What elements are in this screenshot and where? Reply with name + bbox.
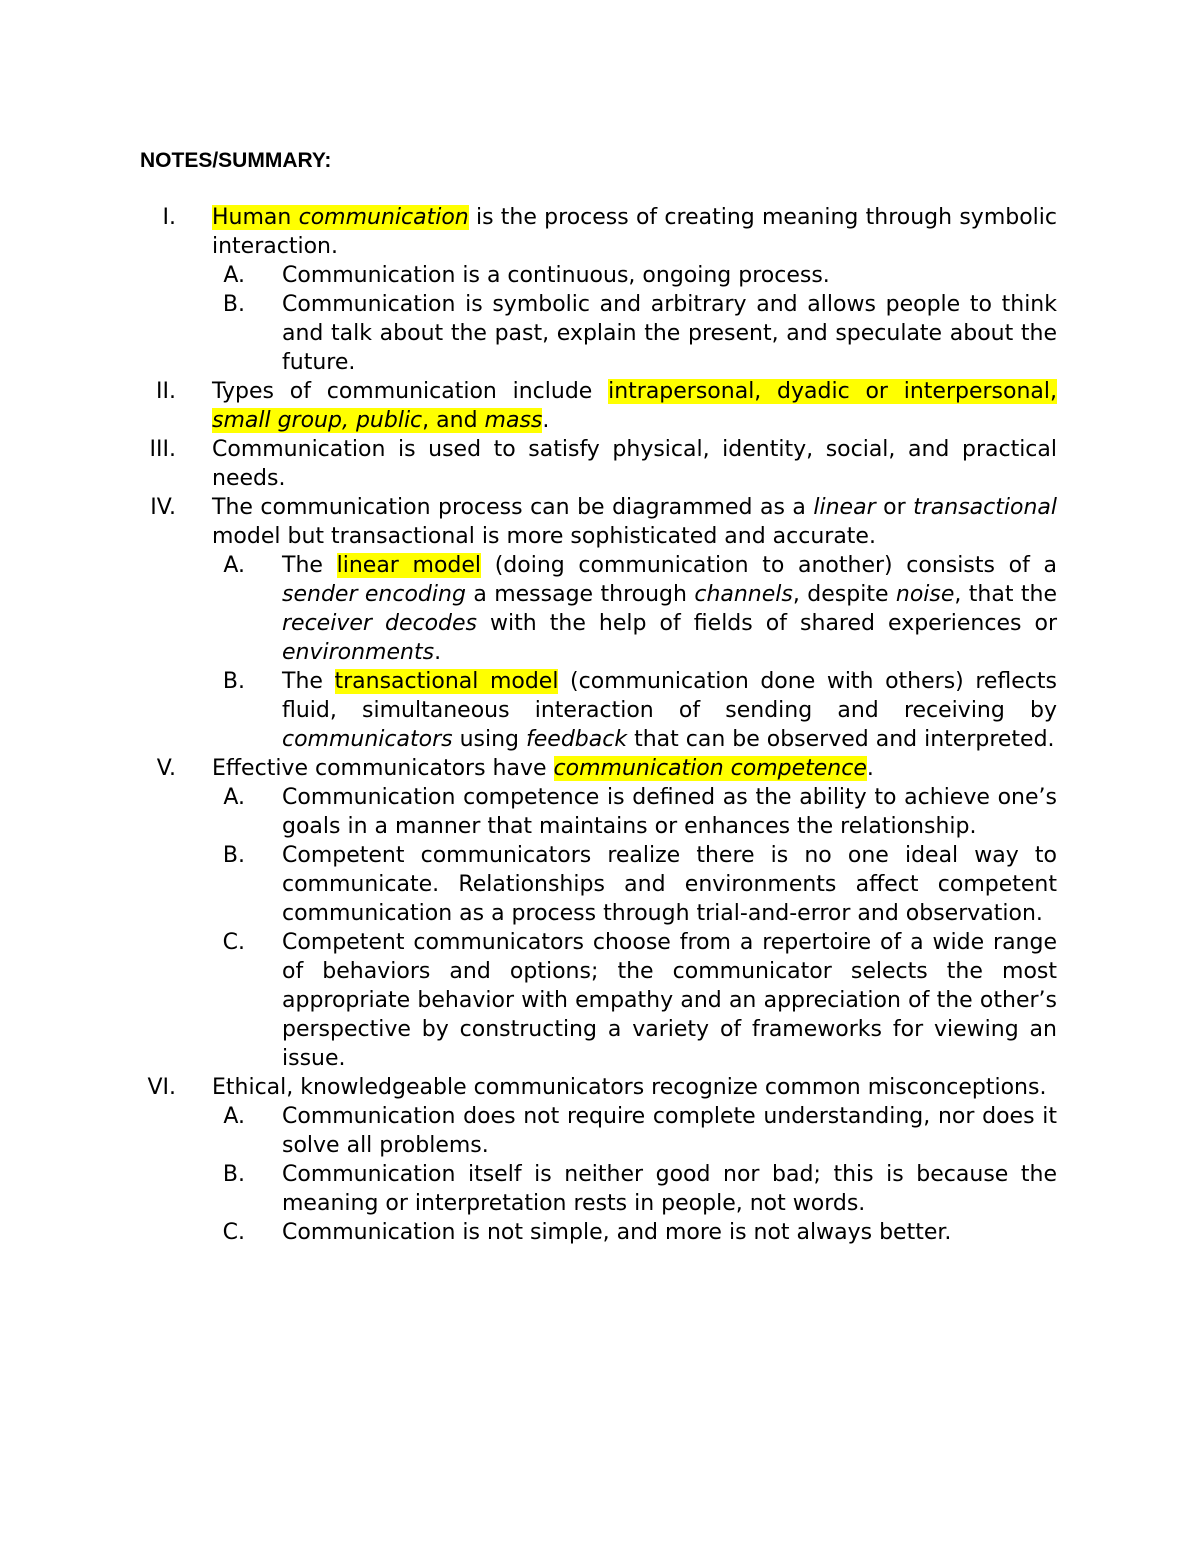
item-text [282, 1102, 1057, 1160]
outline-item [0, 203, 1200, 261]
text-run: . [434, 640, 442, 665]
italic-term: transactional [913, 495, 1057, 520]
item-number: B. [222, 669, 245, 694]
item-text [212, 754, 1057, 783]
highlighted-text: small group, public [212, 408, 423, 433]
text-run: Communication is not simple, and more is not always better. [282, 1220, 952, 1245]
item-number: V. [156, 756, 176, 781]
item-number: IV. [150, 495, 176, 520]
outline-item [0, 435, 1200, 493]
outline-subitem [0, 551, 1200, 667]
text-run: Communication itself is neither good nor bad; this is because the meaning or interpretation rests in people, not words. [282, 1162, 1057, 1216]
text-run: Types of communication include [212, 379, 609, 404]
item-number: C. [222, 1220, 245, 1245]
text-run: . [542, 408, 550, 433]
page-title: NOTES/SUMMARY: [140, 149, 332, 172]
text-run: Competent communicators realize there is no one ideal way to communicate. Relationships and environments affect competent communication as a process through trial-and-error and observation. [282, 843, 1057, 926]
outline-subitem [0, 261, 1200, 290]
item-number: II. [156, 379, 176, 404]
item-number: A. [223, 263, 245, 288]
text-run: The [282, 553, 337, 578]
text-run: Competent communicators choose from a repertoire of a wide range of behaviors and options; the communicator selects the most appropriate behavior with empathy and an appreciation of the other’s perspective by constructing a variety of frameworks for viewing an issue. [282, 930, 1057, 1071]
outline-subitem [0, 290, 1200, 377]
item-text [282, 928, 1057, 1073]
text-run: is the process of creating meaning through symbolic interaction. [212, 205, 1057, 259]
text-run: (doing communication to another) consists of a [481, 553, 1057, 578]
text-run: Effective communicators have [212, 756, 554, 781]
text-run: that can be observed and interpreted. [627, 727, 1055, 752]
text-run: Communication does not require complete understanding, nor does it solve all problems. [282, 1104, 1057, 1158]
text-run: Communication is symbolic and arbitrary and allows people to think and talk about the past, explain the present, and speculate about the future. [282, 292, 1057, 375]
text-run: The [282, 669, 335, 694]
item-number: B. [222, 1162, 245, 1187]
italic-term: sender encoding [282, 582, 466, 607]
text-run: , despite [792, 582, 896, 607]
outline-subitem [0, 841, 1200, 928]
text-run: The communication process can be diagrammed as a [212, 495, 814, 520]
item-text [282, 783, 1057, 841]
item-text [282, 551, 1057, 667]
item-number: III. [149, 437, 176, 462]
item-text [282, 1160, 1057, 1218]
text-run: Communication competence is defined as the ability to achieve one’s goals in a manner that maintains or enhances the relationship. [282, 785, 1057, 839]
outline-item [0, 493, 1200, 551]
text-run: . [866, 756, 874, 781]
outline-subitem [0, 1160, 1200, 1218]
highlighted-text: mass [484, 408, 543, 433]
text-run: , that the [954, 582, 1057, 607]
item-text [212, 493, 1057, 551]
item-text [282, 1218, 1057, 1247]
text-run: Communication is used to satisfy physical, identity, social, and practical needs. [212, 437, 1057, 491]
text-run: or [875, 495, 914, 520]
item-number: I. [162, 205, 176, 230]
item-number: B. [222, 843, 245, 868]
highlighted-text: intrapersonal, dyadic or interpersonal, [608, 379, 1057, 404]
italic-term: linear [813, 495, 876, 520]
highlighted-text: communication [298, 205, 469, 230]
text-run: model but transactional is more sophisticated and accurate. [212, 524, 876, 549]
outline-subitem [0, 667, 1200, 754]
highlighted-text: communication competence [553, 756, 867, 781]
italic-term: receiver decodes [282, 611, 477, 636]
item-text [212, 203, 1057, 261]
item-text [282, 290, 1057, 377]
italic-term: noise [895, 582, 955, 607]
highlighted-text: Human [212, 205, 299, 230]
outline-subitem [0, 1218, 1200, 1247]
outline-item [0, 754, 1200, 783]
text-run: Communication is a continuous, ongoing process. [282, 263, 830, 288]
item-text [212, 377, 1057, 435]
text-run: with the help of fields of shared experiences or [477, 611, 1057, 636]
text-run: a message through [465, 582, 695, 607]
outline-subitem [0, 783, 1200, 841]
text-run: Ethical, knowledgeable communicators recognize common misconceptions. [212, 1075, 1047, 1100]
highlighted-text: transactional model [334, 669, 559, 694]
item-number: A. [223, 553, 245, 578]
italic-term: channels [694, 582, 793, 607]
notes-outline [0, 203, 1200, 1247]
outline-item [0, 1073, 1200, 1102]
italic-term: environments [282, 640, 435, 665]
item-text [212, 1073, 1057, 1102]
text-run: (communication done with others) reflects fluid, simultaneous interaction of sending and receiving by [282, 669, 1057, 723]
item-number: A. [223, 785, 245, 810]
italic-term: communicators [282, 727, 453, 752]
item-text [212, 435, 1057, 493]
item-number: C. [222, 930, 245, 955]
item-text [282, 667, 1057, 754]
item-number: A. [223, 1104, 245, 1129]
item-text [282, 261, 1057, 290]
item-number: B. [222, 292, 245, 317]
item-number: VI. [147, 1075, 176, 1100]
outline-item [0, 377, 1200, 435]
highlighted-text: linear model [336, 553, 482, 578]
outline-subitem [0, 1102, 1200, 1160]
item-text [282, 841, 1057, 928]
italic-term: feedback [526, 727, 628, 752]
text-run: using [452, 727, 527, 752]
outline-subitem [0, 928, 1200, 1073]
highlighted-text: , and [422, 408, 485, 433]
